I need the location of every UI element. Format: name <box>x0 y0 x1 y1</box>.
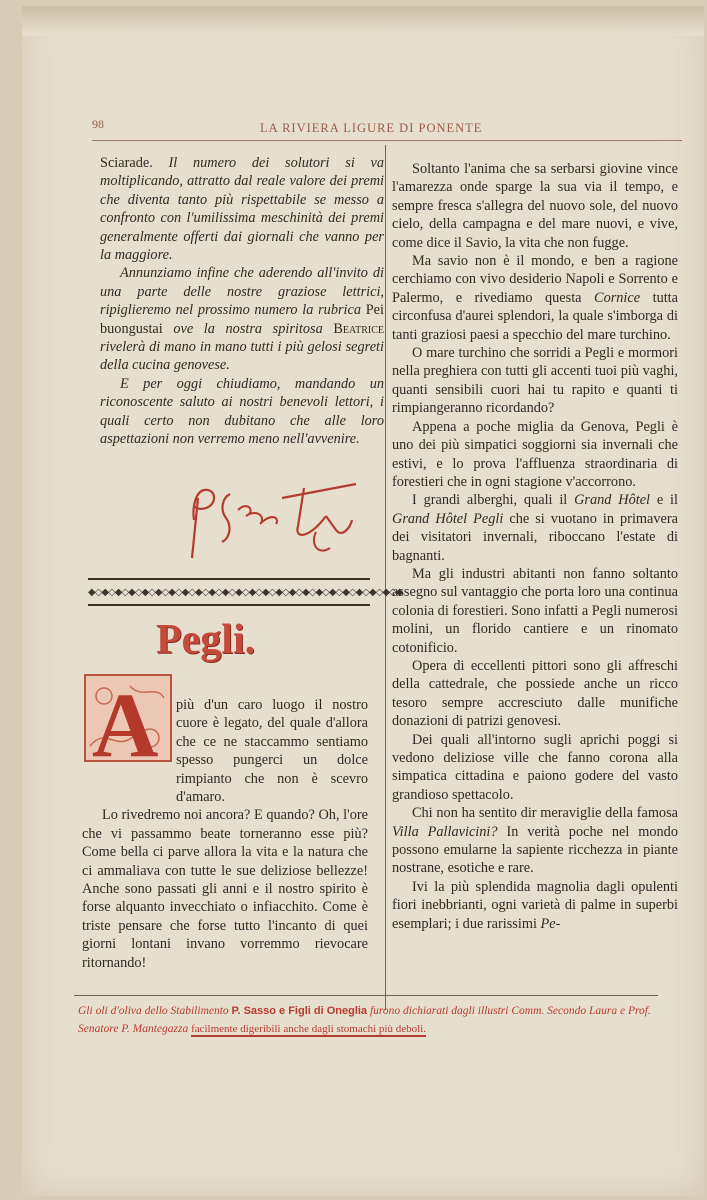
article-paragraph-2: Lo rivedremo noi ancora? E quando? Oh, l'ore che vi passammo beate torneranno esse più? Come bella ci parve allora la vita e la natura che ci ammaliava con tutte le sue deliziose bellezze! Anche sono passati gli anni e il nostro spirito è forse alquanto invecchiato o infiacchito. Come è triste pensare che forse tutto l'incanto di quei giorni lontani invano vorremmo rievocare ritornando! <box>82 807 368 971</box>
right-p10-a: Ivi la più splendida magnolia dagli opulenti fiori inebbrianti, ogni varietà di palme in superbi esemplari; i due rarissimi <box>392 878 678 932</box>
left-paragraph-3: E per oggi chiudiamo, mandando un riconoscente saluto ai nostri benevoli lettori, i quali certo non dubitano che alle loro aspettazioni non verremo meno nell'avvenire. <box>100 375 384 448</box>
right-p9-a: Chi non ha sentito dir meraviglie della famosa <box>412 805 678 822</box>
article-paragraph-1: più d'un caro luogo il nostro cuore è legato, del quale d'allora che ce ne staccammo sentiamo spesso pungerci un dolce rimpianto che non è scevro d'amaro. <box>176 697 368 806</box>
column-divider <box>385 145 386 1010</box>
left-p2-e: rivelerà di mano in mano tutti i più gelosi segreti della cucina genovese. <box>100 339 384 374</box>
right-p5-b: Grand Hôtel <box>574 492 651 509</box>
left-paragraph-2 <box>100 264 384 374</box>
left-paragraph-1-text: Il numero dei solutori si va moltiplicando, attratto dal reale valore dei premi che diventa tanto più rispettabile se messo a confronto con l'umilissima meschinità dei premi generalmente offerti dai giornali che vanno per la maggiore. <box>100 155 384 264</box>
footer-underlined-text: facilmente digeribili anche dagli stomachi più deboli. <box>191 1023 426 1035</box>
right-p2-a: Ma savio non è il mondo, e ben a ragione cerchiamo con vivo desiderio Napoli e Sorrento e Palermo, e rivediamo questa <box>392 253 678 306</box>
drop-cap-letter: A <box>92 674 159 776</box>
right-p9-b: Villa Pallavicini? <box>392 823 498 840</box>
left-p2-c: ove la nostra spiritosa <box>173 320 323 337</box>
editor-signature <box>186 478 366 570</box>
right-p9-c: In verità poche nel mondo possono emularne la sapiente ricchezza in piante nostrane, esotiche e rare. <box>392 823 678 877</box>
right-p5-d: Grand Hôtel Pegli <box>392 510 504 527</box>
right-paragraph-5 <box>392 491 678 565</box>
right-paragraph-1: Soltanto l'anima che sa serbarsi giovine vince l'amarezza onde sparge la sua via il tempo, e sempre fresca s'allegra del nuovo sole, del nuovo cielo, della campagna e del mare nuovi, e vive, come dice il Savio, la vita che non fugge. <box>392 161 678 251</box>
article-body-left <box>82 696 368 972</box>
right-p5-e: che si vuotano in primavera dei visitatori invernali, riboccano l'estate di bagnanti. <box>392 510 678 564</box>
right-paragraph-9 <box>392 804 678 878</box>
author-name: Beatrice <box>333 320 384 337</box>
footer-text-a: Gli oli d'oliva dello Stabilimento <box>78 1005 229 1017</box>
right-paragraph-10 <box>392 878 678 933</box>
right-paragraph-7: Opera di eccellenti pittori sono gli affreschi della cattedrale, che possiede anche un ricco tesoro sempre accresciuto dalle munifiche donazioni di patrizi genovesi. <box>392 657 678 730</box>
page-top-band <box>22 6 704 36</box>
right-paragraph-8: Dei quali all'intorno sugli aprichi poggi si vedono deliziose ville che fanno corona alla simpatica cittadina e paiono godere del vasto grandioso spettacolo. <box>392 731 678 803</box>
right-paragraph-4: Appena a poche miglia da Genova, Pegli è uno dei più simpatici soggiorni sia invernali che estivi, e lo prova l'affluenza straordinaria di forestieri che in ogni stagione v'accorrono. <box>392 418 678 490</box>
running-title: LA RIVIERA LIGURE DI PONENTE <box>260 121 483 135</box>
right-paragraph-6: Ma gli industri abitanti non fanno soltanto assegno sul vantaggio che porta loro una continua colonia di forestieri. Sono infatti a Pegli numerosi molini, un florido cantiere e un rinomato cotonificio. <box>392 565 678 656</box>
left-p2-a: Annunziamo infine che aderendo all'invito di una parte delle nostre graziose lettrici, ripiglieremo nel prossimo numero la rubrica <box>100 265 384 319</box>
right-p5-c: e il <box>656 492 678 509</box>
footer-rule <box>74 995 658 996</box>
left-paragraph-1 <box>100 154 384 264</box>
right-paragraph-3: O mare turchino che sorridi a Pegli e mormori nella preghiera con tutti gli accenti tuoi più vaghi, quanti sensibili cuori hai tu rapito e quanti ti rimpiangeranno ricordando? <box>392 345 678 417</box>
right-p5-a: I grandi alberghi, quali il <box>412 492 568 509</box>
section-ornament: ◆◇◆◇◆◇◆◇◆◇◆◇◆◇◆◇◆◇◆◇◆◇◆◇◆◇◆◇◆◇◆◇◆◇◆◇◆◇◆◇◆◇◆◇◆◇◆ <box>88 578 370 606</box>
sciarade-heading: Sciarade. <box>100 155 153 171</box>
right-p2-c: tutta circonfusa d'aurei splendori, la quale s'imborga di tanti graziosi paesi a specchio del mare turchino. <box>392 289 679 343</box>
left-column <box>100 154 384 449</box>
article-title: Pegli. <box>156 617 256 663</box>
footer-firm-name: P. Sasso e Figli di Oneglia <box>231 1005 368 1017</box>
footer-advertisement <box>78 1002 663 1038</box>
footer-text-b: furono dichiarati dagli illustri Comm. Secondo Laura e Prof. Senatore P. Mantegazza <box>78 1005 651 1035</box>
right-paragraph-2 <box>392 252 678 344</box>
page-number: 98 <box>92 117 104 131</box>
right-column <box>392 160 678 933</box>
rubric-name: Pei buongustai <box>100 302 384 337</box>
right-p10-b: Pe- <box>540 915 561 932</box>
right-p2-b: Cornice <box>594 289 641 306</box>
